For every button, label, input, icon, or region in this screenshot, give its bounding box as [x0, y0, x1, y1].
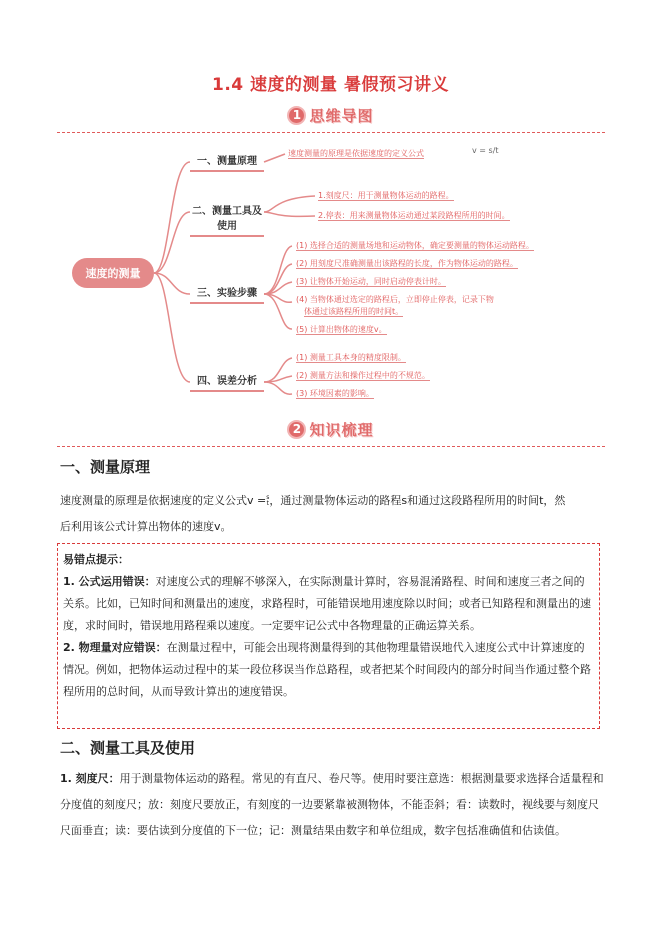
section-number-1: 1	[287, 106, 306, 125]
leaf-step-3: (3) 让物体开始运动，同时启动停表计时。	[296, 277, 446, 286]
leaf-step-4-cont: 体通过该路程所用的时间t。	[304, 307, 404, 316]
mind-map-root: 速度的测量	[72, 258, 154, 288]
section-divider	[57, 446, 605, 447]
mindmap-section-badge	[0, 104, 661, 126]
section-title-mindmap: 思维导图	[309, 106, 374, 125]
leaf-principle: 速度测量的原理是依据速度的定义公式	[288, 149, 424, 158]
note-title: 易错点提示：	[63, 553, 129, 566]
leaf-error-1: (1) 测量工具本身的精度限制。	[296, 353, 406, 362]
leaf-tool-stopwatch: 2.停表：用来测量物体运动通过某段路程所用的时间。	[318, 211, 510, 220]
heading-tools: 二、测量工具及使用	[60, 739, 196, 757]
branch-error: 四、误差分析	[190, 372, 264, 392]
branch-principle: 一、测量原理	[190, 152, 264, 172]
principle-paragraph: 速度测量的原理是依据速度的定义公式v =s t，通过测量物体运动的路程s和通过这段路程所用的时间t，然 后利用该公式计算出物体的速度v。	[60, 494, 566, 533]
page-title: 1.4 速度的测量 暑假预习讲义	[212, 75, 449, 95]
branch-tools: 二、测量工具及使用	[190, 202, 264, 237]
leaf-step-5: (5) 计算出物体的速度v。	[296, 325, 387, 334]
knowledge-section-badge	[0, 418, 661, 440]
note-point-1: 1. 公式运用错误：对速度公式的理解不够深入，在实际测量计算时，容易混淆路程、时间和速度三者之间的关系。比如，已知时间和测量出的速度，求路程时，可能错误地用速度除以时间；或者已知路程和测量出的速度，求时间时，错误地用路程乘以速度。一定要牢记公式中各物理量的正确运算关系。	[63, 575, 591, 632]
leaf-error-3: (3) 环境因素的影响。	[296, 389, 374, 398]
leaf-principle-formula: v = s/t	[472, 146, 499, 155]
leaf-error-2: (2) 测量方法和操作过程中的不规范。	[296, 371, 430, 380]
section-number-2: 2	[287, 420, 306, 439]
note-point-2: 2. 物理量对应错误：在测量过程中，可能会出现将测量得到的其他物理量错误地代入速度公式中计算速度的情况。例如，把物体运动过程中的某一段位移误当作总路程，或者把某个时间段内的部分时间当作通过整个路程所用的总时间，从而导致计算出的速度错误。	[63, 641, 591, 698]
mind-map	[60, 140, 605, 410]
leaf-step-4: (4) 当物体通过选定的路程后，立即停止停表，记录下物	[296, 295, 494, 304]
common-mistakes-box	[57, 543, 600, 729]
leaf-step-2: (2) 用刻度尺准确测量出该路程的长度，作为物体运动的路程。	[296, 259, 518, 268]
heading-principle: 一、测量原理	[60, 458, 151, 476]
section-divider	[57, 132, 605, 133]
leaf-tool-ruler: 1.刻度尺：用于测量物体运动的路程。	[318, 191, 454, 200]
speed-formula-fraction: s t	[266, 494, 270, 507]
leaf-step-1: (1) 选择合适的测量场地和运动物体，确定要测量的物体运动路程。	[296, 241, 534, 250]
section-title-knowledge: 知识梳理	[309, 420, 374, 439]
tools-paragraph: 1. 刻度尺：用于测量物体运动的路程。常见的有直尺、卷尺等。使用时要注意选：根据测量要求选择合适量程和分度值的刻度尺；放：刻度尺要放正，有刻度的一边要紧靠被测物体，不能歪斜；看：读数时，视线要与刻度尺尺面垂直；读：要估读到分度值的下一位；记：测量结果由数字和单位组成，数字包括准确值和估读值。	[60, 772, 604, 837]
branch-steps: 三、实验步骤	[190, 284, 264, 304]
